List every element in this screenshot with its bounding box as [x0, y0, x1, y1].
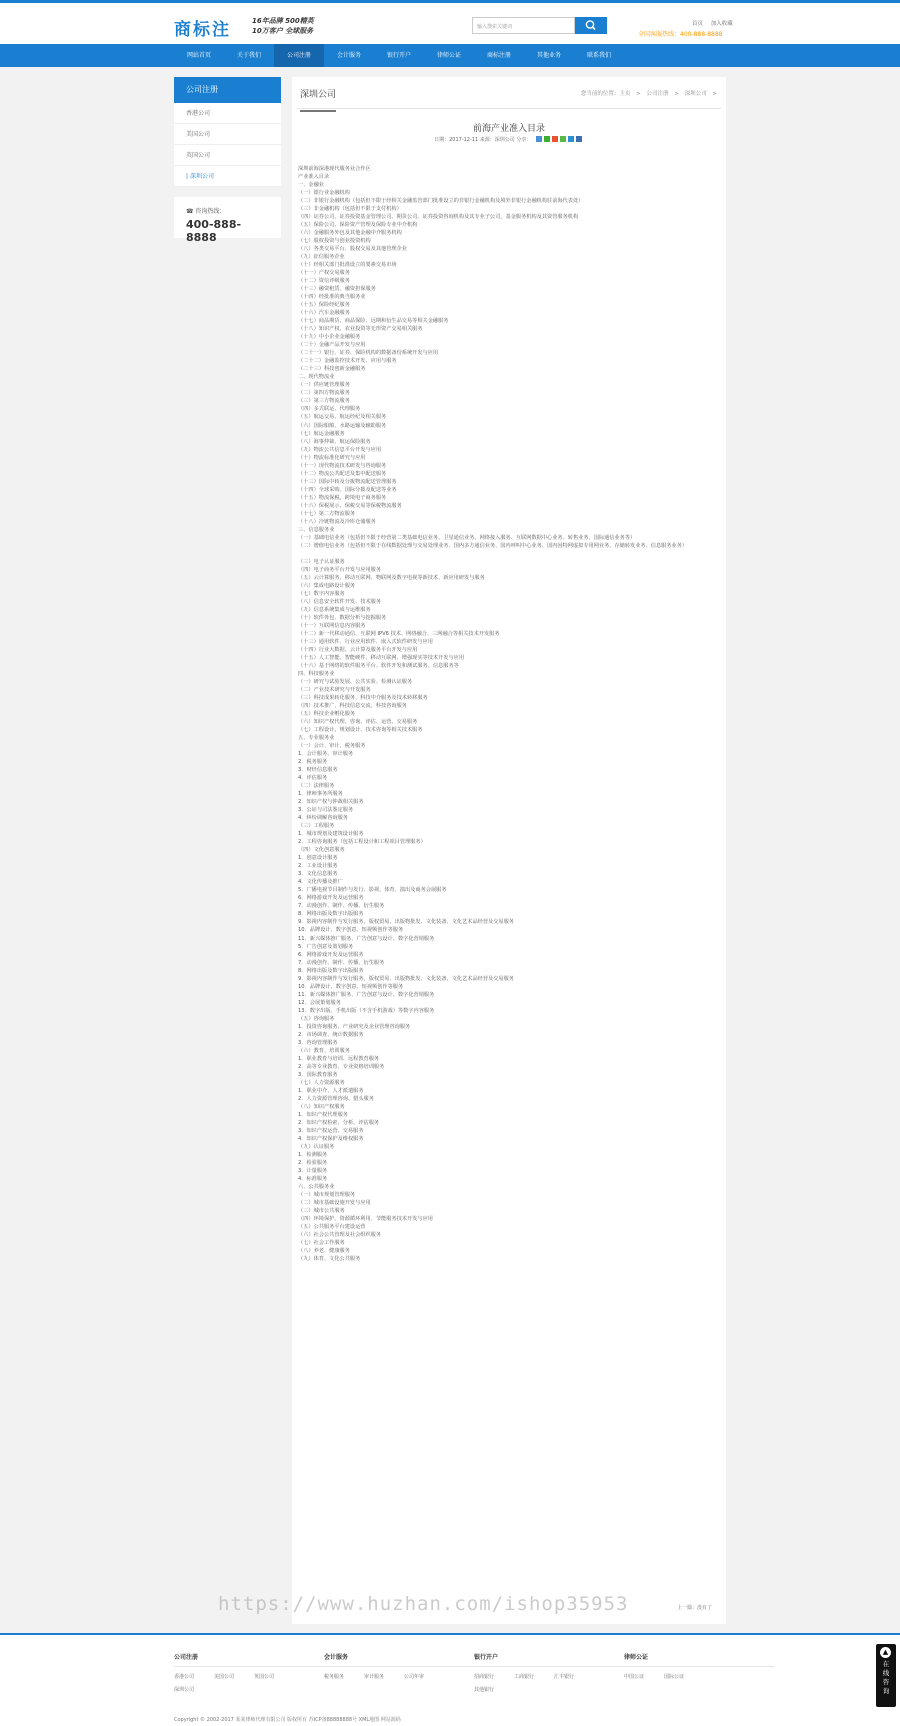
article-line: （八）知识产权服务 — [298, 1103, 345, 1110]
article-line: （六）社会公共管理及社会组织服务 — [298, 1232, 382, 1239]
favorite-link[interactable]: 加入收藏 — [710, 21, 733, 27]
article-line: （四）环境保护、资源循环利用、节能服务技术开发与应用 — [298, 1216, 433, 1223]
article-line: （十四）经批准的典当服务业 — [298, 294, 366, 301]
article-line: （二）第四方物流服务 — [298, 390, 350, 397]
article-line: （十五）物流保税、跨境电子商务服务 — [298, 494, 387, 501]
sidebar-item-hongkong[interactable]: 香港公司 — [174, 103, 281, 124]
article-line: （十七）第二方物流服务 — [298, 510, 356, 517]
breadcrumb — [577, 89, 717, 97]
sidebar — [174, 77, 281, 244]
article-line: （五）云计算服务、移动互联网、物联网及数字电视等新技术、新应用研发与服务 — [298, 574, 485, 581]
online-consult-button[interactable] — [876, 1644, 896, 1707]
article-line: 4．标准服务 — [298, 1175, 328, 1182]
article-line: （二）增值电信业务（包括但不限于在线数据处理与交易处理业务、国内多方通信业务、国内呼叫中心业务、国内因特网虚拟专用网业务、存储转发业务、信息服务业务） — [298, 542, 688, 549]
article-line: 2．市场调查、统计数据服务 — [298, 1031, 364, 1038]
article-line: （九）体育、文化公共服务 — [298, 1256, 361, 1263]
article-line: （九）认证服务 — [298, 1143, 335, 1150]
nav-item-contact[interactable]: 联系我们 — [586, 52, 611, 59]
article-line: （五）保险公司、保险资产管理及保险专业中介机构 — [298, 222, 418, 229]
article-line: （六）金融服务外包及其他金融中介服务机构 — [298, 230, 402, 237]
main-nav — [0, 44, 900, 67]
article-line: （十五）保险经纪服务 — [298, 302, 350, 309]
breadcrumb-sep: > — [636, 91, 641, 97]
footer-link[interactable]: 其他银行 — [474, 1687, 495, 1693]
article-line: 3．文化信息服务 — [298, 871, 338, 878]
footer-link[interactable]: 美国公司 — [214, 1674, 235, 1680]
article-line: 6．网络游戏开发及运营服务 — [298, 895, 364, 902]
copyright: Copyright © 2002-2017 某某律师代理有限公司 版权所有 苏ICP备88888888号 XML地图 网站源码 — [174, 1717, 401, 1723]
footer-link[interactable]: 税务服务 — [324, 1674, 345, 1680]
article-line: 2．税务服务 — [298, 759, 328, 766]
breadcrumb-sep: > — [712, 91, 717, 97]
article-line: （五）公共服务平台建设运营 — [298, 1224, 366, 1231]
nav-item-accounting[interactable]: 会计服务 — [336, 52, 361, 59]
sidebar-item-uk[interactable]: 英国公司 — [174, 145, 281, 166]
article-line: （四）文化创意服务 — [298, 847, 345, 854]
article-title: 前海产业准入目录 — [472, 124, 545, 134]
footer-column — [624, 1652, 774, 1686]
article-line: （十）经相关部门批准设立的要素交易市场 — [298, 262, 397, 269]
article-meta — [292, 136, 726, 143]
article-line: （五）咨询服务 — [298, 1015, 335, 1022]
footer-link[interactable]: 招商银行 — [474, 1674, 495, 1680]
article-line: （七）数字内容服务 — [298, 590, 345, 597]
article-line: （二十一）银行、证券、保险机构的数据备份系统开发与应用 — [298, 350, 439, 357]
article-line: 六、公共服务业 — [298, 1183, 335, 1190]
article-line: 1．投资咨询服务、产业研究及企业管理咨询服务 — [298, 1023, 411, 1030]
article-line: （五）科技企业孵化服务 — [298, 711, 356, 718]
nav-item-home[interactable]: 网站首页 — [186, 52, 211, 59]
search-input[interactable]: 输入搜索关键词 — [472, 17, 575, 34]
article-line: 10．品牌设计、数字创意、短视频创作等服务 — [298, 927, 404, 934]
article-line: （七）工程设计、规划设计、技术咨询等相关技术服务 — [298, 727, 423, 734]
article-line: （三）科技成果转化服务、科技中介服务及技术转移服务 — [298, 695, 428, 702]
footer-column — [174, 1652, 324, 1699]
footer-link[interactable]: 汇丰银行 — [554, 1674, 575, 1680]
article-line: （二十）金融产品开发与应用 — [298, 342, 366, 349]
online-consult-label: 在线咨询 — [882, 1660, 890, 1695]
article-line: 1．律师事务所服务 — [298, 791, 343, 798]
sidebar-item-label: 深圳公司 — [189, 173, 214, 180]
article-line: （二十二）金融监控技术开发、应用与服务 — [298, 358, 397, 365]
article-line: 五、专业服务业 — [298, 735, 335, 742]
nav-item-notary[interactable]: 律师公证 — [436, 52, 461, 59]
article-line: （十四）行业大数据、云计算及服务平台开发与应用 — [298, 646, 418, 653]
article-line: （十）软件外包、数据分析与挖掘服务 — [298, 614, 387, 621]
sidebar-item-usa[interactable]: 美国公司 — [174, 124, 281, 145]
breadcrumb-sep: > — [674, 91, 679, 97]
footer-column-title: 会计服务 — [324, 1652, 474, 1667]
article-line: 3．公证与司法鉴定服务 — [298, 807, 354, 814]
article-line: （六）国际船舶、水路运输及辅助服务 — [298, 422, 387, 429]
nav-item-about[interactable]: 关于我们 — [236, 52, 261, 59]
search-button[interactable] — [575, 17, 607, 34]
article-line: 2．知识产权与仲裁相关服务 — [298, 799, 364, 806]
article-line: 5．广播电视节目制作与发行、影视、体育、演出及商务会展服务 — [298, 887, 447, 894]
article-body — [298, 165, 722, 1263]
article-line: （六）教育、培训服务 — [298, 1047, 350, 1054]
article-line: 2．检验服务 — [298, 1159, 328, 1166]
article-line: （六）知识产权代理、咨询、评估、运营、交易服务 — [298, 719, 418, 726]
sidebar-contact — [174, 197, 281, 244]
article-line: （八）各类交易平台、股权交易及其他管理企业 — [298, 246, 407, 253]
article-line: 2．知识产权检索、分析、评估服务 — [298, 1119, 380, 1126]
article-line: 11．新兴媒体推广服务、广告创意与设计、数字化营销服务 — [298, 991, 435, 998]
article-line: （二十三）科技创新金融服务 — [298, 366, 366, 373]
article-line: （七）人力资源服务 — [298, 1079, 345, 1086]
share-qzone-icon[interactable] — [536, 136, 542, 142]
article-line: 9．影视内容制作与发行服务，版权贸易、出版物批发、文化装备、文化艺术品经营及交易服务 — [298, 919, 514, 926]
search-icon — [575, 17, 607, 34]
article-line: （八）信息安全软件开发、技术服务 — [298, 598, 382, 605]
article-line: （八）海事仲裁、航运保险服务 — [298, 438, 371, 445]
active-marker-icon: | — [186, 173, 190, 180]
article-line: 1．城市规划及建筑设计服务 — [298, 831, 364, 838]
article-line: （九）物流公共信息平台开发与应用 — [298, 446, 382, 453]
footer-column-title: 银行开户 — [474, 1652, 624, 1667]
article-line: （七）航运金融服务 — [298, 430, 345, 437]
article-line: （三）非金融机构（包括但不限于支付机构） — [298, 206, 402, 213]
main-content — [292, 77, 726, 1624]
share-renren-icon[interactable] — [576, 136, 582, 142]
share-icons — [536, 136, 584, 143]
top-links — [686, 19, 733, 27]
article-line: 4．评估服务 — [298, 775, 328, 782]
article-line: （三）工程服务 — [298, 823, 335, 830]
article-line: （四）多式联运、代理服务 — [298, 406, 361, 413]
article-line: 3．计量服务 — [298, 1167, 328, 1174]
article-line: （一）供应链管理服务 — [298, 382, 350, 389]
footer-column-title: 律师公证 — [624, 1652, 774, 1667]
article-line: （十二）物流公共配送及集中配送服务 — [298, 470, 387, 477]
article-line: （一）研究与试验发展、公共实验、检测认证服务 — [298, 679, 413, 685]
article-line: （九）信息系统集成与运维服务 — [298, 606, 371, 613]
article-line: 7．动漫创作、制作、传播、衍生服务 — [298, 903, 385, 910]
article-line: 2．高等专业教育、专业资格培训服务 — [298, 1063, 385, 1070]
scroll-top-icon[interactable]: ▲ — [880, 1647, 891, 1658]
article-line: （十）物流标准化研究与应用 — [298, 454, 366, 461]
nav-item-bank-account[interactable]: 银行开户 — [386, 52, 411, 59]
article-line: （七）股权投资与创业投资机构 — [298, 238, 371, 245]
article-line: （二）非银行金融机构（包括但不限于经相关金融监管部门批准设立的非银行金融机构及境外非银行金融机构驻前海代表处） — [298, 198, 584, 205]
article-line: （十五）人工智能、智能硬件、移动互联网、增强现实等技术开发与应用 — [298, 654, 465, 661]
article-line: 3．财经信息服务 — [298, 767, 338, 774]
footer-link[interactable]: 公司年审 — [404, 1674, 425, 1680]
share-wechat-icon[interactable] — [544, 136, 550, 142]
article-line: （十三）国际中转及分拨物流配送管理服务 — [298, 478, 397, 485]
article-line: 1．职业中介、人才派遣服务 — [298, 1087, 364, 1094]
footer — [0, 1633, 900, 1726]
article-line: （十二）新一代移动通信、互联网 IPV6 技术、网络融合、三网融合等相关技术开发服务 — [298, 630, 500, 637]
article-line: 1．知识产权代理服务 — [298, 1111, 348, 1118]
home-link[interactable]: 首页 — [692, 21, 704, 27]
article-line: 6．网络游戏开发及运营服务 — [298, 951, 364, 958]
article-line: 4．纠纷调解咨询服务 — [298, 815, 348, 822]
contact-label — [186, 206, 269, 215]
article-line: 四、科技服务业 — [298, 670, 335, 677]
article-line: 1．会计服务、审计服务 — [298, 751, 354, 758]
footer-link[interactable]: 深圳公司 — [174, 1687, 195, 1693]
share-friends-icon[interactable] — [560, 136, 566, 142]
article-line: （九）征信服务企业 — [298, 254, 345, 261]
nav-item-trademark[interactable]: 商标注册 — [486, 52, 511, 59]
footer-link[interactable]: 审计服务 — [364, 1674, 385, 1680]
article-line: （十六）保税展示、保税交易等保税物流服务 — [298, 502, 402, 509]
article-prev-link[interactable]: 上一篇：没有了 — [676, 1605, 712, 1611]
article-line: 10．品牌设计、数字创意、短视频创作等服务 — [298, 983, 404, 990]
footer-link[interactable]: 工商银行 — [514, 1674, 535, 1680]
article-line: （一）会计、审计、税务服务 — [298, 743, 366, 750]
article-line: （三）城市公共服务 — [298, 1208, 345, 1215]
phone-icon: ☎ — [186, 208, 196, 215]
article-line: （一）银行业金融机构 — [298, 190, 350, 197]
sidebar-list — [174, 103, 281, 187]
article-line: 5．广告创意及策划服务 — [298, 943, 354, 950]
article-line: （四）技术推广、科技信息交流、科技咨询服务 — [298, 703, 407, 710]
article-line: （十六）基于网络的软件服务平台、软件开发和测试服务、信息服务等 — [298, 662, 459, 669]
nav-item-company-registration[interactable]: 公司注册 — [274, 44, 324, 67]
page-title: 深圳公司 — [300, 87, 336, 112]
article-line: （十一）现代物流技术研发与咨询服务 — [298, 462, 387, 469]
article-line: （二）法律服务 — [298, 783, 335, 790]
sidebar-item-shenzhen[interactable] — [174, 166, 281, 187]
header — [0, 3, 900, 44]
share-tencent-icon[interactable] — [568, 136, 574, 142]
article-line: （十一）产权交易服务 — [298, 270, 350, 277]
footer-column — [324, 1652, 474, 1686]
article-line: 产业准入目录 — [298, 174, 330, 181]
article-line: 1．创意设计服务 — [298, 855, 338, 862]
page-head — [297, 77, 721, 109]
article-line: 三、信息服务业 — [298, 526, 335, 533]
article-line: （六）集成电路设计服务 — [298, 582, 356, 589]
article-line: （四）证券公司、证券投资基金管理公司、期货公司、证券投资咨询机构及其专业子公司，基金服务机构及其资管服务机构 — [298, 214, 579, 221]
article-line: 一、金融业 — [298, 182, 324, 189]
breadcrumb-current[interactable]: 深圳公司 — [684, 91, 707, 97]
article-line: （三）第三方物流服务 — [298, 398, 350, 405]
article-line: （三）电子认证服务 — [298, 558, 345, 565]
article-line: （七）社会工作服务 — [298, 1240, 345, 1247]
article-line: 2．工业设计服务 — [298, 863, 338, 870]
article-line: （八）养老、健康服务 — [298, 1248, 350, 1255]
article-line: 二、现代物流业 — [298, 374, 335, 381]
article-line: 3．国际教育服务 — [298, 1071, 338, 1078]
article-line: （一）基础电信业务（包括但不限于经营第二类基础电信业务、卫星通信业务、网络接入服务、互联网数据中心业务、转售业务、国际通信业务等） — [298, 534, 636, 541]
article-line: （十一）互联网信息内容服务 — [298, 622, 366, 629]
article-line: 4．文化传播及推广 — [298, 879, 343, 886]
article-line: （二）城市基础设施开发与应用 — [298, 1200, 371, 1207]
slogan-line-1: 16年品牌 500精英 — [252, 17, 314, 25]
article-line: 7．动漫创作、制作、传播、衍生服务 — [298, 959, 385, 966]
article-line: 1．职业教育与培训、远程教育服务 — [298, 1055, 380, 1062]
logo[interactable]: 商标注 — [174, 20, 231, 40]
article-line: （十九）中小企业金融服务 — [298, 334, 361, 341]
slogan-line-2: 10万客户 全球服务 — [252, 27, 314, 35]
breadcrumb-category[interactable]: 公司注册 — [646, 91, 669, 97]
article-line: （十八）冷链物流及冷库仓储服务 — [298, 518, 376, 525]
article-line: （十四）全球采购、国际分拨及配送等业务 — [298, 486, 397, 493]
article-line: （四）电子商务平台开发与应用服务 — [298, 566, 382, 573]
article-line: 2．工程咨询服务（包括工程设计和工程项目管理服务） — [298, 839, 426, 846]
article-line: 1．检测服务 — [298, 1151, 328, 1158]
header-hotline: 全国客服热线：400-888-8888 — [638, 31, 723, 38]
article-line: 深圳前海深港现代服务业合作区 — [298, 166, 371, 172]
share-weibo-icon[interactable] — [552, 136, 558, 142]
article-line: 8．网络出版及数字出版服务 — [298, 967, 364, 974]
sidebar-title: 公司注册 — [174, 77, 281, 103]
article-line: （十三）融资租赁、融资担保服务 — [298, 286, 376, 293]
article-line: 13．数字出版、手机出版（不含手机游戏）等数字内容服务 — [298, 1007, 435, 1014]
contact-number: 400-888-8888 — [186, 218, 242, 244]
article-line: （五）航运交易、航运经纪及相关服务 — [298, 414, 387, 421]
article-line: 4．知识产权保护及维权服务 — [298, 1135, 364, 1142]
article-line: （十八）知识产权、农业投资等无形资产交易相关服务 — [298, 326, 423, 333]
article-meta-text: 日期：2017-12-11 来源：深圳公司 分享： — [434, 137, 532, 143]
article-line: （一）城市规划管理服务 — [298, 1192, 356, 1198]
footer-link[interactable]: 香港公司 — [174, 1674, 195, 1680]
footer-column-title: 公司注册 — [174, 1652, 324, 1667]
article-line: 9．影视内容制作与发行服务，版权贸易、出版物批发、文化装备、文化艺术品经营及交易服务 — [298, 975, 514, 982]
article-line: 2．人力资源管理咨询、猎头服务 — [298, 1095, 374, 1102]
article-line: （十七）商品期货、商品保险、远期和衍生品交易等相关金融服务 — [298, 318, 449, 325]
footer-link[interactable]: 英国公司 — [254, 1674, 275, 1680]
article-line: 3．知识产权运营、交易服务 — [298, 1127, 364, 1134]
article-line: （十三）通用软件、行业应用软件、嵌入式软件研发与应用 — [298, 638, 433, 645]
contact-label-text: 咨询热线： — [195, 208, 226, 215]
article-line: 3．咨询管理服务 — [298, 1039, 338, 1046]
footer-column — [474, 1652, 624, 1699]
article-line: （十二）资信评级服务 — [298, 278, 350, 285]
footer-link[interactable]: 中国公证 — [624, 1674, 645, 1680]
article-line: （十六）汽车金融服务 — [298, 310, 350, 317]
nav-item-other[interactable]: 其他业务 — [536, 52, 561, 59]
footer-link[interactable]: 国际公证 — [664, 1674, 685, 1680]
breadcrumb-home[interactable]: 您当前的位置：主页 — [580, 91, 631, 97]
slogan — [252, 16, 314, 36]
watermark: https://www.huzhan.com/ishop35953 — [218, 1593, 629, 1615]
article-line: 11．新兴媒体推广服务、广告创意与设计、数字化营销服务 — [298, 935, 435, 942]
article-line: 12．会展策划服务 — [298, 999, 341, 1006]
article-line: （二）产业技术研究与开发服务 — [298, 687, 371, 694]
article-line: 8．网络出版及数字出版服务 — [298, 911, 364, 918]
